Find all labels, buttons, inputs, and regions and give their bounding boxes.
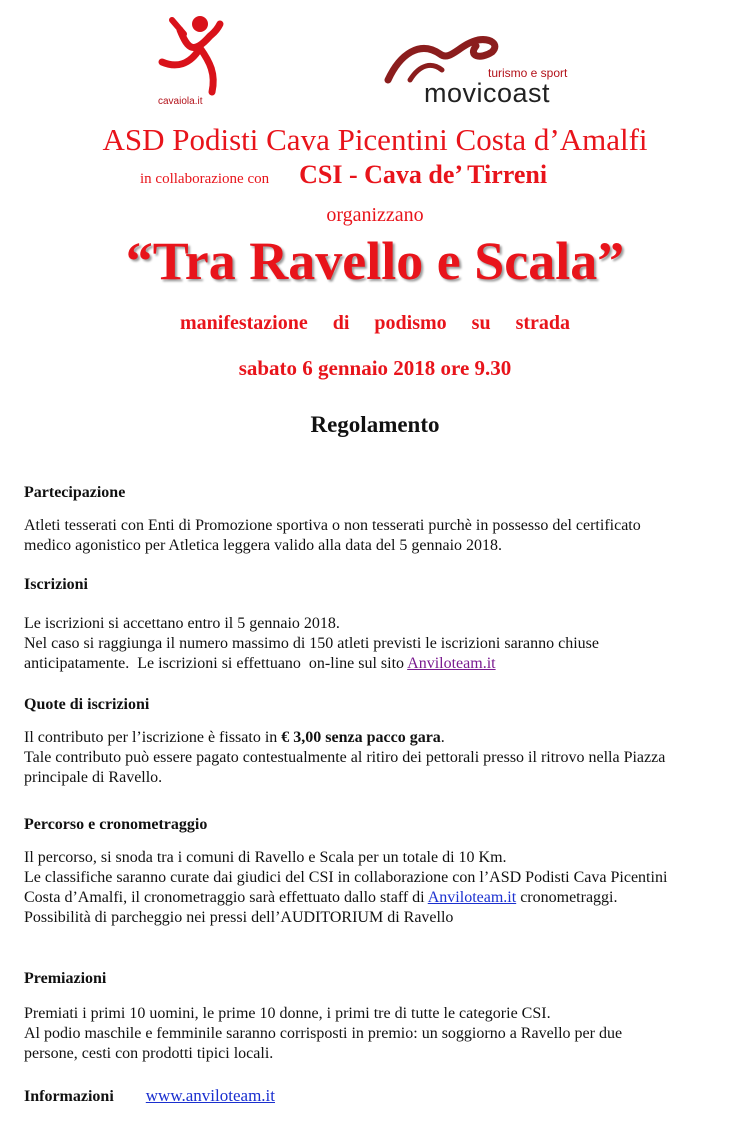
percorso-line-end: cronometraggi. — [516, 889, 618, 906]
quote-line-text: Il contributo per l’iscrizione è fissato in — [24, 729, 282, 746]
collaboration-line — [140, 160, 547, 190]
movicoast-tagline: turismo e sport — [488, 66, 568, 80]
premiazioni-text — [24, 1004, 740, 1064]
premiazioni-line: Al podio maschile e femminile saranno corrisposti in premio: un soggiorno a Ravello per due — [24, 1025, 623, 1042]
iscrizioni-text — [24, 614, 740, 674]
quote-line-end: . — [440, 729, 445, 746]
premiazioni-line: persone, cesti con prodotti tipici locali. — [24, 1045, 274, 1062]
partecipazione-text — [24, 516, 740, 556]
quote-text — [24, 728, 740, 788]
percorso-line: Il percorso, si snoda tra i comuni di Ravello e Scala per un totale di 10 Km. — [24, 849, 507, 866]
quote-price: € 3,00 senza pacco gara — [281, 729, 441, 746]
percorso-text — [24, 848, 740, 928]
partecipazione-heading: Partecipazione — [24, 484, 126, 501]
anviloteam-link[interactable]: Anviloteam.it — [407, 655, 496, 672]
quote-line: principale di Ravello. — [24, 769, 163, 786]
website-link[interactable]: www.anviloteam.it — [145, 1086, 275, 1105]
collaboration-partner: CSI - Cava de’ Tirreni — [299, 160, 548, 189]
iscrizioni-line: Le iscrizioni si accettano entro il 5 gennaio 2018. — [24, 615, 340, 632]
percorso-line-text: Costa d’Amalfi, il cronometraggio sarà effettuato dallo staff di — [24, 889, 428, 906]
cavaiola-logo — [150, 10, 240, 110]
premiazioni-line: Premiati i primi 10 uomini, le prime 10 donne, i primi tre di tutte le categorie CSI. — [24, 1005, 551, 1022]
iscrizioni-line: Nel caso si raggiunga il numero massimo di 150 atleti previsti le iscrizioni saranno chiuse — [24, 635, 599, 652]
event-subtitle: manifestazione di podismo su strada — [179, 312, 571, 334]
anviloteam-link[interactable]: Anviloteam.it — [427, 889, 517, 906]
iscrizioni-line-text: anticipatamente. Le iscrizioni si effettuano on-line sul sito — [24, 655, 408, 672]
quote-line — [24, 728, 740, 748]
percorso-heading: Percorso e cronometraggio — [24, 816, 208, 833]
movicoast-logo — [380, 40, 590, 110]
event-date: sabato 6 gennaio 2018 ore 9.30 — [238, 356, 512, 380]
premiazioni-heading: Premiazioni — [24, 970, 107, 987]
collaboration-label: in collaborazione con — [140, 171, 270, 187]
informazioni-row — [24, 1086, 275, 1106]
percorso-line: Le classifiche saranno curate dai giudici del CSI in collaborazione con l’ASD Podisti Cava Picentini — [24, 869, 668, 886]
quote-line: Tale contributo può essere pagato contestualmente al ritiro dei pettorali presso il ritrovo nella Piazza — [24, 749, 666, 766]
partecipazione-line: Atleti tesserati con Enti di Promozione sportiva o non tesserati purchè in possesso del certificato — [24, 517, 641, 534]
percorso-line — [24, 888, 740, 908]
regolamento-heading: Regolamento — [310, 412, 440, 437]
organizzano-label: organizzano — [326, 204, 424, 226]
percorso-line: Possibilità di parcheggio nei pressi dell’AUDITORIUM di Ravello — [24, 909, 454, 926]
event-title: “Tra Ravello e Scala” — [125, 231, 625, 291]
runner-logo-icon — [150, 10, 240, 100]
iscrizioni-line — [24, 654, 740, 674]
iscrizioni-heading: Iscrizioni — [24, 576, 88, 593]
cavaiola-caption: cavaiola.it — [158, 96, 203, 107]
organizer-title: ASD Podisti Cava Picentini Costa d’Amalfi — [102, 122, 648, 157]
movicoast-name: movicoast — [424, 78, 551, 108]
informazioni-heading: Informazioni — [24, 1088, 114, 1105]
partecipazione-line: medico agonistico per Atletica leggera valido alla data del 5 gennaio 2018. — [24, 537, 503, 554]
quote-heading: Quote di iscrizioni — [24, 696, 150, 713]
